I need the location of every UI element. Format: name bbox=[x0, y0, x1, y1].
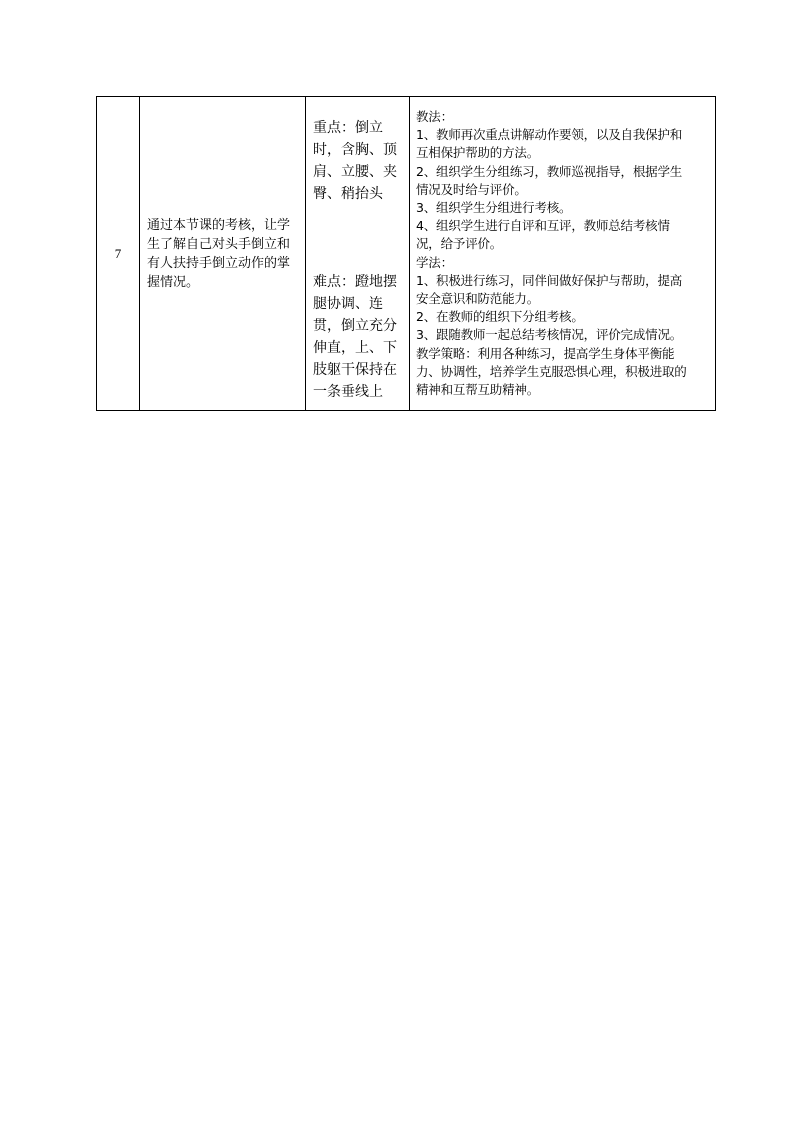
key-points-cell bbox=[306, 97, 410, 411]
methods-line: 情况及时给与评价。 bbox=[416, 181, 527, 197]
methods-line: 互相保护帮助的方法。 bbox=[416, 145, 540, 161]
methods-line: 安全意识和防范能力。 bbox=[416, 291, 540, 307]
methods-line: 1、教师再次重点讲解动作要领，以及自我保护和 bbox=[416, 127, 683, 143]
row-number: 7 bbox=[114, 246, 122, 262]
methods-line: 2、在教师的组织下分组考核。 bbox=[416, 309, 584, 325]
methods-line: 教法： bbox=[416, 109, 453, 124]
methods-line: 教学策略：利用各种练习，提高学生身体平衡能 bbox=[416, 345, 675, 361]
table-row bbox=[97, 97, 716, 411]
methods-line: 3、跟随教师一起总结考核情况，评价完成情况。 bbox=[416, 327, 683, 343]
methods-line: 学法： bbox=[416, 254, 453, 270]
spacer bbox=[313, 205, 407, 271]
objective-cell bbox=[140, 97, 306, 411]
methods-line: 精神和互帮互助精神。 bbox=[416, 382, 540, 398]
methods-line: 力、协调性，培养学生克服恐惧心理，积极进取的 bbox=[416, 363, 687, 379]
methods-cell bbox=[410, 97, 716, 411]
row-number-cell bbox=[97, 97, 140, 411]
lesson-plan-table bbox=[96, 96, 716, 411]
methods-line: 1、积极进行练习，同伴间做好保护与帮助，提高 bbox=[416, 272, 683, 288]
methods-line: 况，给予评价。 bbox=[416, 236, 503, 252]
methods-line: 3、组织学生分组进行考核。 bbox=[416, 200, 572, 216]
key-point-text: 重点：倒立时，含胸、顶肩、立腰、夹臀、稍抬头 bbox=[313, 120, 397, 202]
methods-line: 2、组织学生分组练习，教师巡视指导，根据学生 bbox=[416, 163, 683, 179]
methods-line: 4、组织学生进行自评和互评，教师总结考核情 bbox=[416, 218, 670, 234]
objective-text: 通过本节课的考核，让学生了解自己对头手倒立和有人扶持手倒立动作的掌握情况。 bbox=[147, 217, 291, 290]
difficult-point-text: 难点：蹬地摆腿协调、连贯，倒立充分伸直，上、下肢躯干保持在一条垂线上 bbox=[313, 274, 397, 400]
